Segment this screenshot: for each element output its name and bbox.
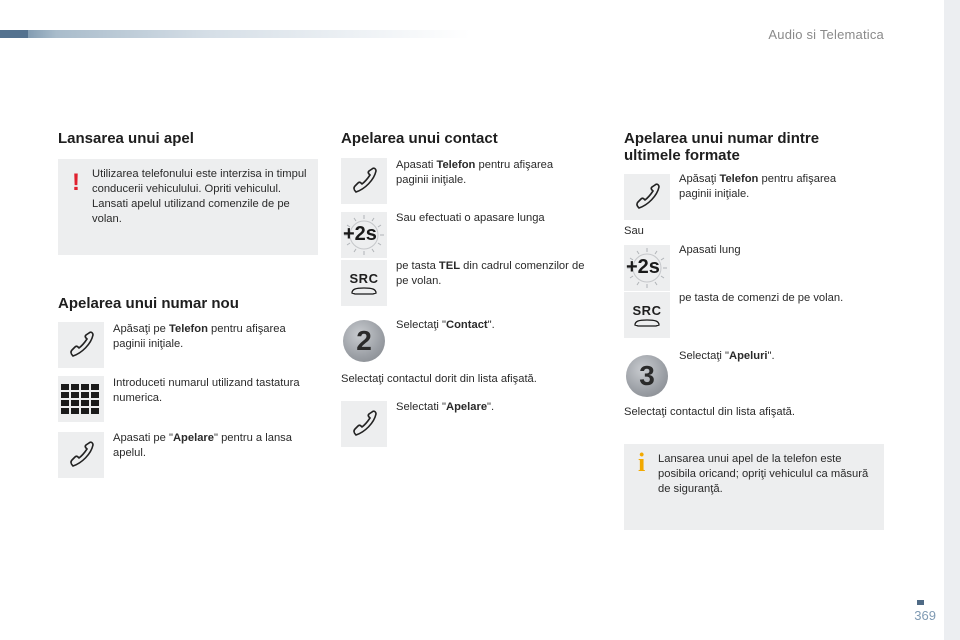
phone-icon (624, 174, 670, 220)
col1-step3-text: Apasati pe "Apelare" pentru a lansa apelul. (113, 432, 292, 459)
long-press-dial-icon (341, 212, 387, 258)
col1-step1-text: Apăsaţi pe Telefon pentru afişarea paginii iniţiale. (113, 323, 286, 350)
keypad-icon (58, 376, 104, 422)
long-press-label: +2s (343, 223, 377, 245)
phone-icon (58, 432, 104, 478)
col2-step6-text: Selectati "Apelare". (396, 401, 495, 413)
step-badge-2: 2 (343, 320, 385, 362)
phone-icon (58, 322, 104, 368)
col2-step2-text: Sau efectuati o apasare lunga (396, 212, 545, 224)
page-marker (917, 600, 924, 605)
info-text: Lansarea unui apel de la telefon este posibila oricand; opriţi vehiculul ca măsură de siguranţă. (658, 453, 869, 495)
warning-icon: ! (72, 169, 80, 196)
info-box (624, 444, 884, 530)
src-label: SRC (632, 302, 662, 318)
header-accent-block (0, 30, 28, 38)
section-title: Audio si Telematica (768, 27, 884, 42)
phone-icon (341, 158, 387, 204)
heading-call-contact: Apelarea unui contact (341, 130, 498, 147)
src-steering-button-icon (341, 260, 387, 306)
warning-box (58, 159, 318, 255)
col1-step2-text: Introduceti numarul utilizand tastatura numerica. (113, 377, 300, 404)
heading-new-number: Apelarea unui numar nou (58, 295, 239, 312)
header-gradient-bar (0, 30, 470, 38)
col3-or-text: Sau (624, 225, 644, 237)
warning-text: Utilizarea telefonului este interzisa in timpul conducerii vehiculului. Opriti vehiculul. Lansati apelul utilizand comenzile de pe volan. (92, 168, 307, 225)
src-label: SRC (349, 270, 379, 286)
col2-step3-text: pe tasta TEL din cadrul comenzilor de pe volan. (396, 260, 585, 287)
col2-step4-text: Selectaţi "Contact". (396, 319, 495, 331)
col2-step1-text: Apasati Telefon pentru afişarea paginii iniţiale. (396, 159, 554, 186)
info-icon: i (638, 448, 646, 477)
heading-recent-number: Apelarea unui numar dintre ultimele formate (624, 130, 820, 164)
long-press-label: +2s (626, 256, 660, 278)
col3-step2-text: Apasati lung (679, 244, 741, 256)
page-number: 369 (914, 608, 936, 623)
page-side-strip (944, 0, 960, 640)
col3-step3-text: pe tasta de comenzi de pe volan. (679, 292, 844, 304)
long-press-dial-icon (624, 245, 670, 291)
phone-icon (341, 401, 387, 447)
step-badge-3: 3 (626, 355, 668, 397)
col2-step5-text: Selectaţi contactul dorit din lista afişată. (341, 373, 537, 385)
col3-step5-text: Selectaţi contactul din lista afişată. (624, 406, 796, 418)
col3-step1-text: Apăsaţi Telefon pentru afişarea paginii iniţiale. (679, 173, 837, 200)
heading-launch-call: Lansarea unui apel (58, 130, 194, 147)
col3-step4-text: Selectaţi "Apeluri". (679, 350, 775, 362)
src-steering-button-icon (624, 292, 670, 338)
